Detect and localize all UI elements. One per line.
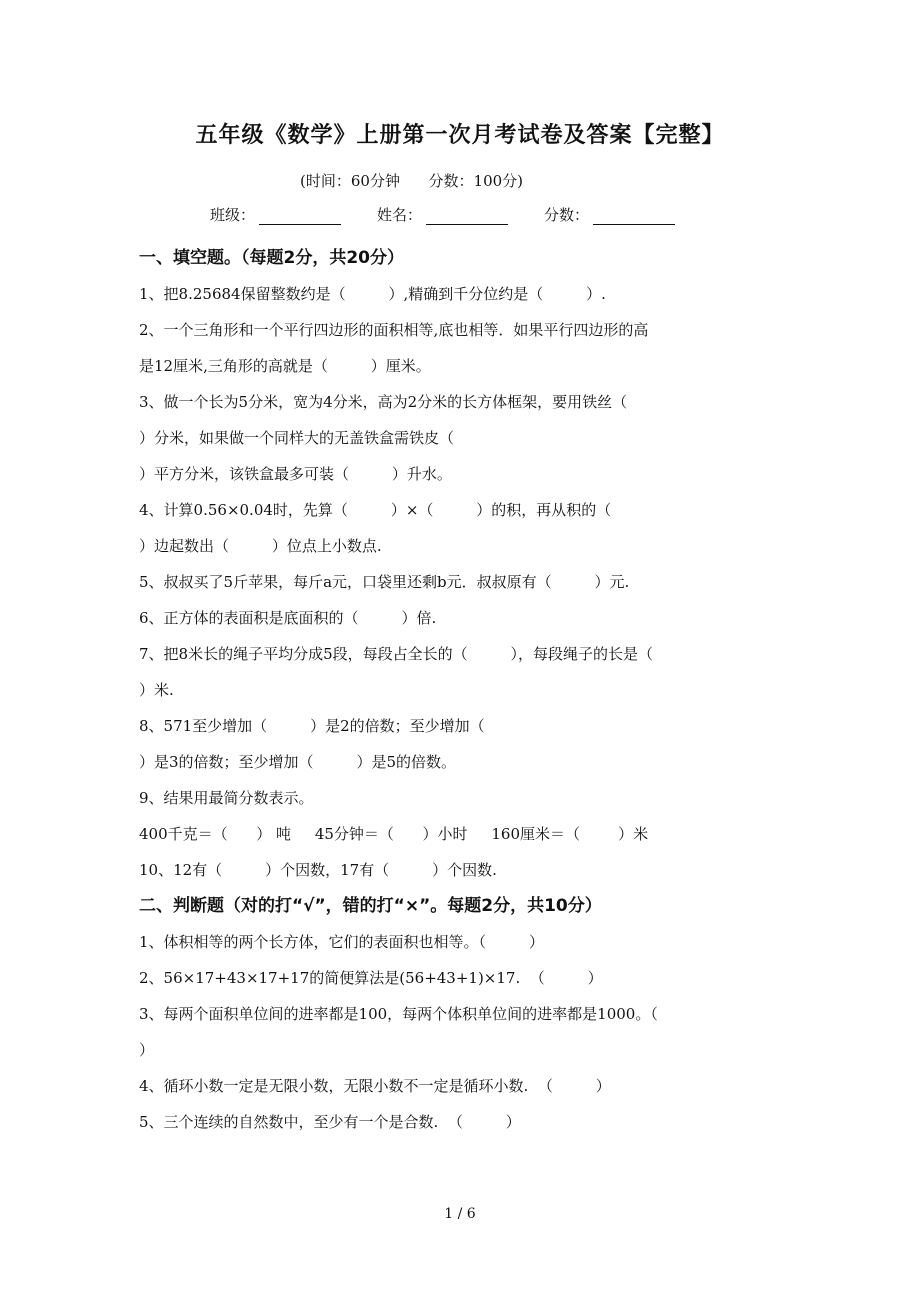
question-line: 10、12有（ ）个因数，17有（ ）个因数.	[139, 861, 497, 879]
question-line: ）	[139, 1041, 155, 1059]
question-line: 是12厘米,三角形的高就是（ ）厘米。	[139, 357, 431, 375]
question-line: 8、571至少增加（ ）是2的倍数；至少增加（	[139, 717, 485, 735]
question-line: ）边起数出（ ）位点上小数点.	[139, 537, 382, 555]
question-line: 4、计算0.56×0.04时，先算（ ）×（ ）的积，再从积的（	[139, 501, 612, 519]
score-field	[544, 204, 675, 225]
exam-content	[139, 240, 789, 1140]
question-line: ）分米，如果做一个同样大的无盖铁盒需铁皮（	[139, 429, 455, 447]
question-line: 3、每两个面积单位间的进率都是100，每两个体积单位间的进率都是1000。（	[139, 1005, 658, 1023]
page-number: 1 / 6	[444, 1206, 476, 1222]
score-blank	[593, 206, 675, 225]
question-line: 7、把8米长的绳子平均分成5段，每段占全长的（ ），每段绳子的长是（	[139, 645, 654, 663]
question-line: ）是3的倍数；至少增加（ ）是5的倍数。	[139, 753, 457, 771]
exam-time-score: (时间：60分钟 分数：100分)	[300, 172, 524, 190]
page-title: 五年级《数学》上册第一次月考试卷及答案【完整】	[195, 123, 725, 148]
question-line: 2、一个三角形和一个平行四边形的面积相等,底也相等．如果平行四边形的高	[139, 321, 649, 339]
student-info-row	[210, 204, 711, 225]
name-label: 姓名：	[377, 206, 423, 224]
class-field	[210, 204, 341, 225]
question-line: 5、三个连续的自然数中，至少有一个是合数. （ ）	[139, 1113, 521, 1131]
name-blank	[426, 206, 508, 225]
question-line: 6、正方体的表面积是底面积的（ ）倍.	[139, 609, 437, 627]
question-line: 5、叔叔买了5斤苹果，每斤a元，口袋里还剩b元．叔叔原有（ ）元.	[139, 573, 630, 591]
question-line: 400千克＝（ ） 吨 45分钟＝（ ）小时 160厘米＝（ ）米	[139, 825, 649, 843]
question-line: 4、循环小数一定是无限小数，无限小数不一定是循环小数. （ ）	[139, 1077, 611, 1095]
question-line: ）平方分米，该铁盒最多可装（ ）升水。	[139, 465, 452, 483]
class-label: 班级：	[210, 206, 256, 224]
question-line: 3、做一个长为5分米，宽为4分米，高为2分米的长方体框架，要用铁丝（	[139, 393, 628, 411]
section-fill-in-heading: 一、填空题。（每题2分，共20分）	[139, 248, 404, 268]
name-field	[377, 204, 508, 225]
question-line: 2、56×17+43×17+17的简便算法是(56+43+1)×17. （ ）	[139, 969, 603, 987]
question-line: 1、体积相等的两个长方体，它们的表面积也相等。（ ）	[139, 933, 544, 951]
question-line: 1、把8.25684保留整数约是（ ）,精确到千分位约是（ ）.	[139, 285, 606, 303]
score-label: 分数：	[544, 206, 590, 224]
section-true-false-heading: 二、判断题（对的打“√”，错的打“×”。每题2分，共10分）	[139, 896, 602, 916]
question-line: ）米.	[139, 681, 174, 699]
question-line: 9、结果用最简分数表示。	[139, 789, 314, 807]
section-fill-in-questions	[139, 276, 789, 888]
section-true-false-questions	[139, 924, 789, 1140]
class-blank	[259, 206, 341, 225]
